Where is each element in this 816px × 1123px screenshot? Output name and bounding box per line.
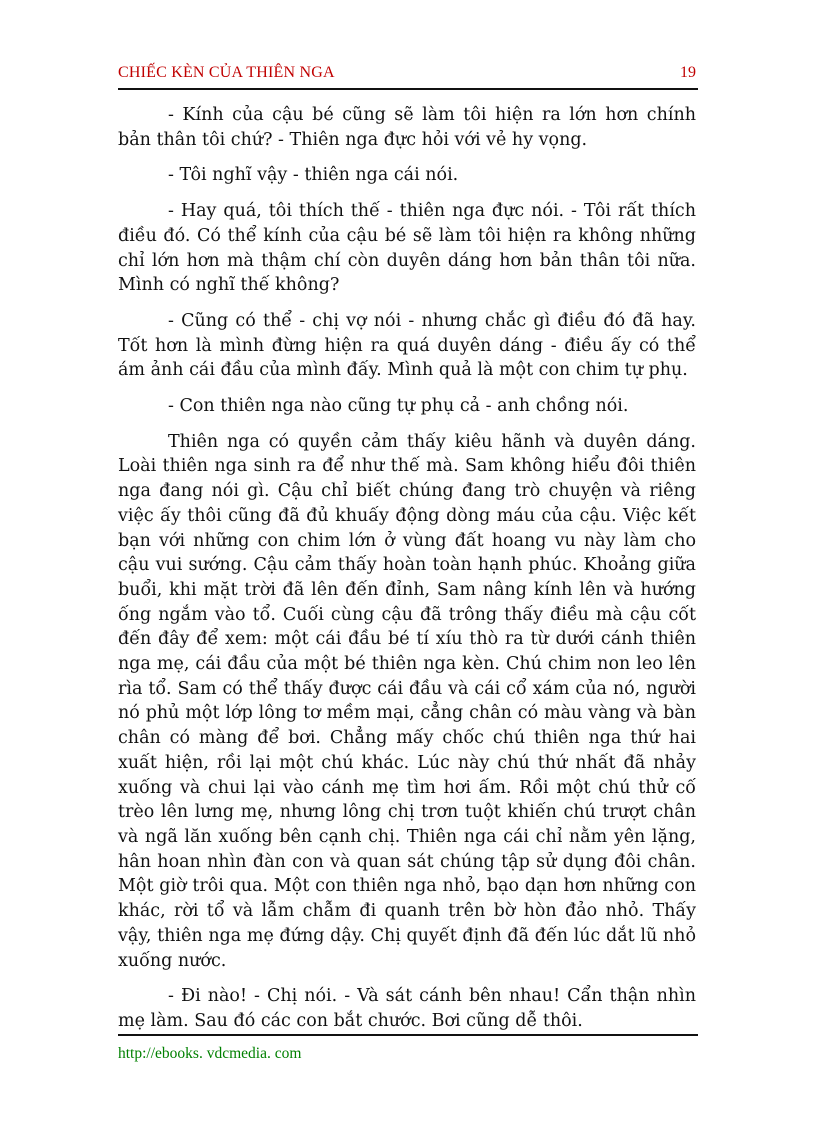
paragraph: - Cũng có thể - chị vợ nói - nhưng chắc gì điều đó đã hay. Tốt hơn là mình đừng hiện ra quá duyên dáng - điều ấy có thể ám ảnh cái đầu của mình đấy. Mình quả là một con chim tự phụ. <box>118 310 696 381</box>
paragraph: - Đi nào! - Chị nói. - Và sát cánh bên nhau! Cẩn thận nhìn mẹ làm. Sau đó các con bắt chước. Bơi cũng dễ thôi. <box>118 986 696 1031</box>
footer-url-link[interactable]: http://ebooks. vdcmedia. com <box>118 1045 302 1062</box>
book-title: CHIẾC KÈN CỦA THIÊN NGA <box>118 64 335 81</box>
page-header <box>118 58 698 88</box>
header-divider <box>118 88 698 90</box>
paragraph: - Tôi nghĩ vậy - thiên nga cái nói. <box>168 165 459 186</box>
paragraph: - Kính của cậu bé cũng sẽ làm tôi hiện ra lớn hơn chính bản thân tôi chứ? - Thiên nga đực hỏi với vẻ hy vọng. <box>118 105 696 150</box>
paragraph: - Con thiên nga nào cũng tự phụ cả - anh chồng nói. <box>168 396 629 417</box>
footer-divider <box>118 1034 698 1036</box>
paragraph: - Hay quá, tôi thích thế - thiên nga đực nói. - Tôi rất thích điều đó. Có thể kính của cậu bé sẽ làm tôi hiện ra không những chỉ lớn hơn mà thậm chí còn duyên dáng hơn bản thân tôi nữa. Mình có nghĩ thế không? <box>118 201 696 296</box>
page-number: 19 <box>680 64 696 81</box>
paragraph: Thiên nga có quyền cảm thấy kiêu hãnh và duyên dáng. Loài thiên nga sinh ra để như thế mà. Sam không hiểu đôi thiên nga đang nói gì. Cậu chỉ biết chúng đang trò chuyện và riêng việc ấy thôi cũng đã đủ khuấy động dòng máu của cậu. Việc kết bạn với những con chim lớn ở vùng đất hoang vu này làm cho cậu vui sướng. Cậu cảm thấy hoàn toàn hạnh phúc. Khoảng giữa buổi, khi mặt trời đã lên đến đỉnh, Sam nâng kính lên và hướng ống ngắm vào tổ. Cuối cùng cậu đã trông thấy điều mà cậu cốt đến đây để xem: một cái đầu bé tí xíu thò ra từ dưới cánh thiên nga mẹ, cái đầu của một bé thiên nga kèn. Chú chim non leo lên rìa tổ. Sam có thể thấy được cái đầu và cái cổ xám của nó, người nó phủ một lớp lông tơ mềm mại, cẳng chân có màu vàng và bàn chân có màng để bơi. Chẳng mấy chốc chú thiên nga thứ hai xuất hiện, rồi lại một chú khác. Lúc này chú thứ nhất đã nhảy xuống và chui lại vào cánh mẹ tìm hơi ấm. Rồi một chú thử cố trèo lên lưng mẹ, nhưng lông chị trơn tuột khiến chú trượt chân và ngã lăn xuống bên cạnh chị. Thiên nga cái chỉ nằm yên lặng, hân hoan nhìn đàn con và quan sát chúng tập sử dụng đôi chân. Một giờ trôi qua. Một con thiên nga nhỏ, bạo dạn hơn những con khác, rời tổ và lẫm chẫm đi quanh trên bờ hòn đảo nhỏ. Thấy vậy, thiên nga mẹ đứng dậy. Chị quyết định đã đến lúc dắt lũ nhỏ xuống nước. <box>118 431 696 971</box>
page-body <box>118 103 696 1045</box>
